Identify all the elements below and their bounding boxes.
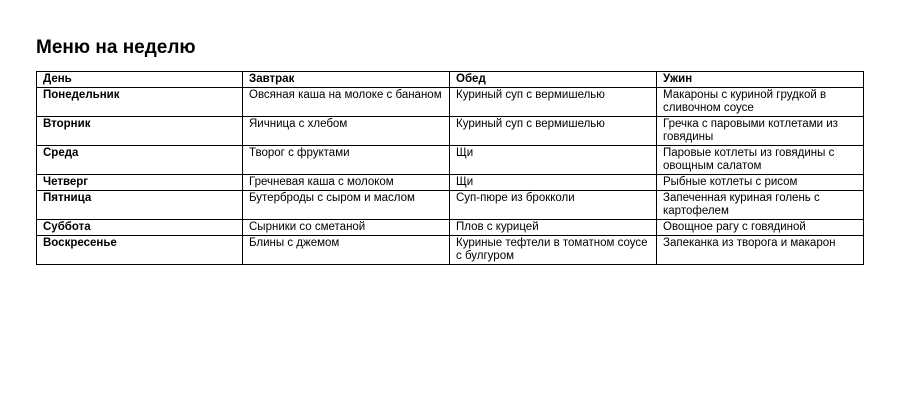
dinner-cell: Макароны с куриной грудкой в сливочном соусе <box>657 88 864 117</box>
breakfast-cell: Сырники со сметаной <box>243 220 450 236</box>
lunch-cell: Куриный суп с вермишелью <box>450 88 657 117</box>
dinner-cell: Запеченная куриная голень с картофелем <box>657 191 864 220</box>
table-header-row <box>37 72 864 88</box>
table-row <box>37 191 864 220</box>
dinner-cell: Овощное рагу с говядиной <box>657 220 864 236</box>
day-cell: Четверг <box>37 175 243 191</box>
lunch-cell: Куриный суп с вермишелью <box>450 117 657 146</box>
day-cell: Вторник <box>37 117 243 146</box>
dinner-cell: Гречка с паровыми котлетами из говядины <box>657 117 864 146</box>
breakfast-cell: Творог с фруктами <box>243 146 450 175</box>
lunch-cell: Суп-пюре из брокколи <box>450 191 657 220</box>
header-breakfast: Завтрак <box>243 72 450 88</box>
breakfast-cell: Блины с джемом <box>243 236 450 265</box>
breakfast-cell: Гречневая каша с молоком <box>243 175 450 191</box>
header-lunch: Обед <box>450 72 657 88</box>
day-cell: Суббота <box>37 220 243 236</box>
table-row <box>37 236 864 265</box>
breakfast-cell: Яичница с хлебом <box>243 117 450 146</box>
day-cell: Пятница <box>37 191 243 220</box>
day-cell: Среда <box>37 146 243 175</box>
dinner-cell: Рыбные котлеты с рисом <box>657 175 864 191</box>
lunch-cell: Щи <box>450 175 657 191</box>
table-row <box>37 220 864 236</box>
table-row <box>37 117 864 146</box>
breakfast-cell: Бутерброды с сыром и маслом <box>243 191 450 220</box>
weekly-menu-table <box>36 71 864 265</box>
page-title: Меню на неделю <box>36 37 196 58</box>
header-dinner: Ужин <box>657 72 864 88</box>
day-cell: Понедельник <box>37 88 243 117</box>
table-row <box>37 88 864 117</box>
lunch-cell: Щи <box>450 146 657 175</box>
header-day: День <box>37 72 243 88</box>
day-cell: Воскресенье <box>37 236 243 265</box>
breakfast-cell: Овсяная каша на молоке с бананом <box>243 88 450 117</box>
table-row <box>37 146 864 175</box>
dinner-cell: Паровые котлеты из говядины с овощным салатом <box>657 146 864 175</box>
lunch-cell: Плов с курицей <box>450 220 657 236</box>
dinner-cell: Запеканка из творога и макарон <box>657 236 864 265</box>
table-row <box>37 175 864 191</box>
lunch-cell: Куриные тефтели в томатном соусе с булгуром <box>450 236 657 265</box>
